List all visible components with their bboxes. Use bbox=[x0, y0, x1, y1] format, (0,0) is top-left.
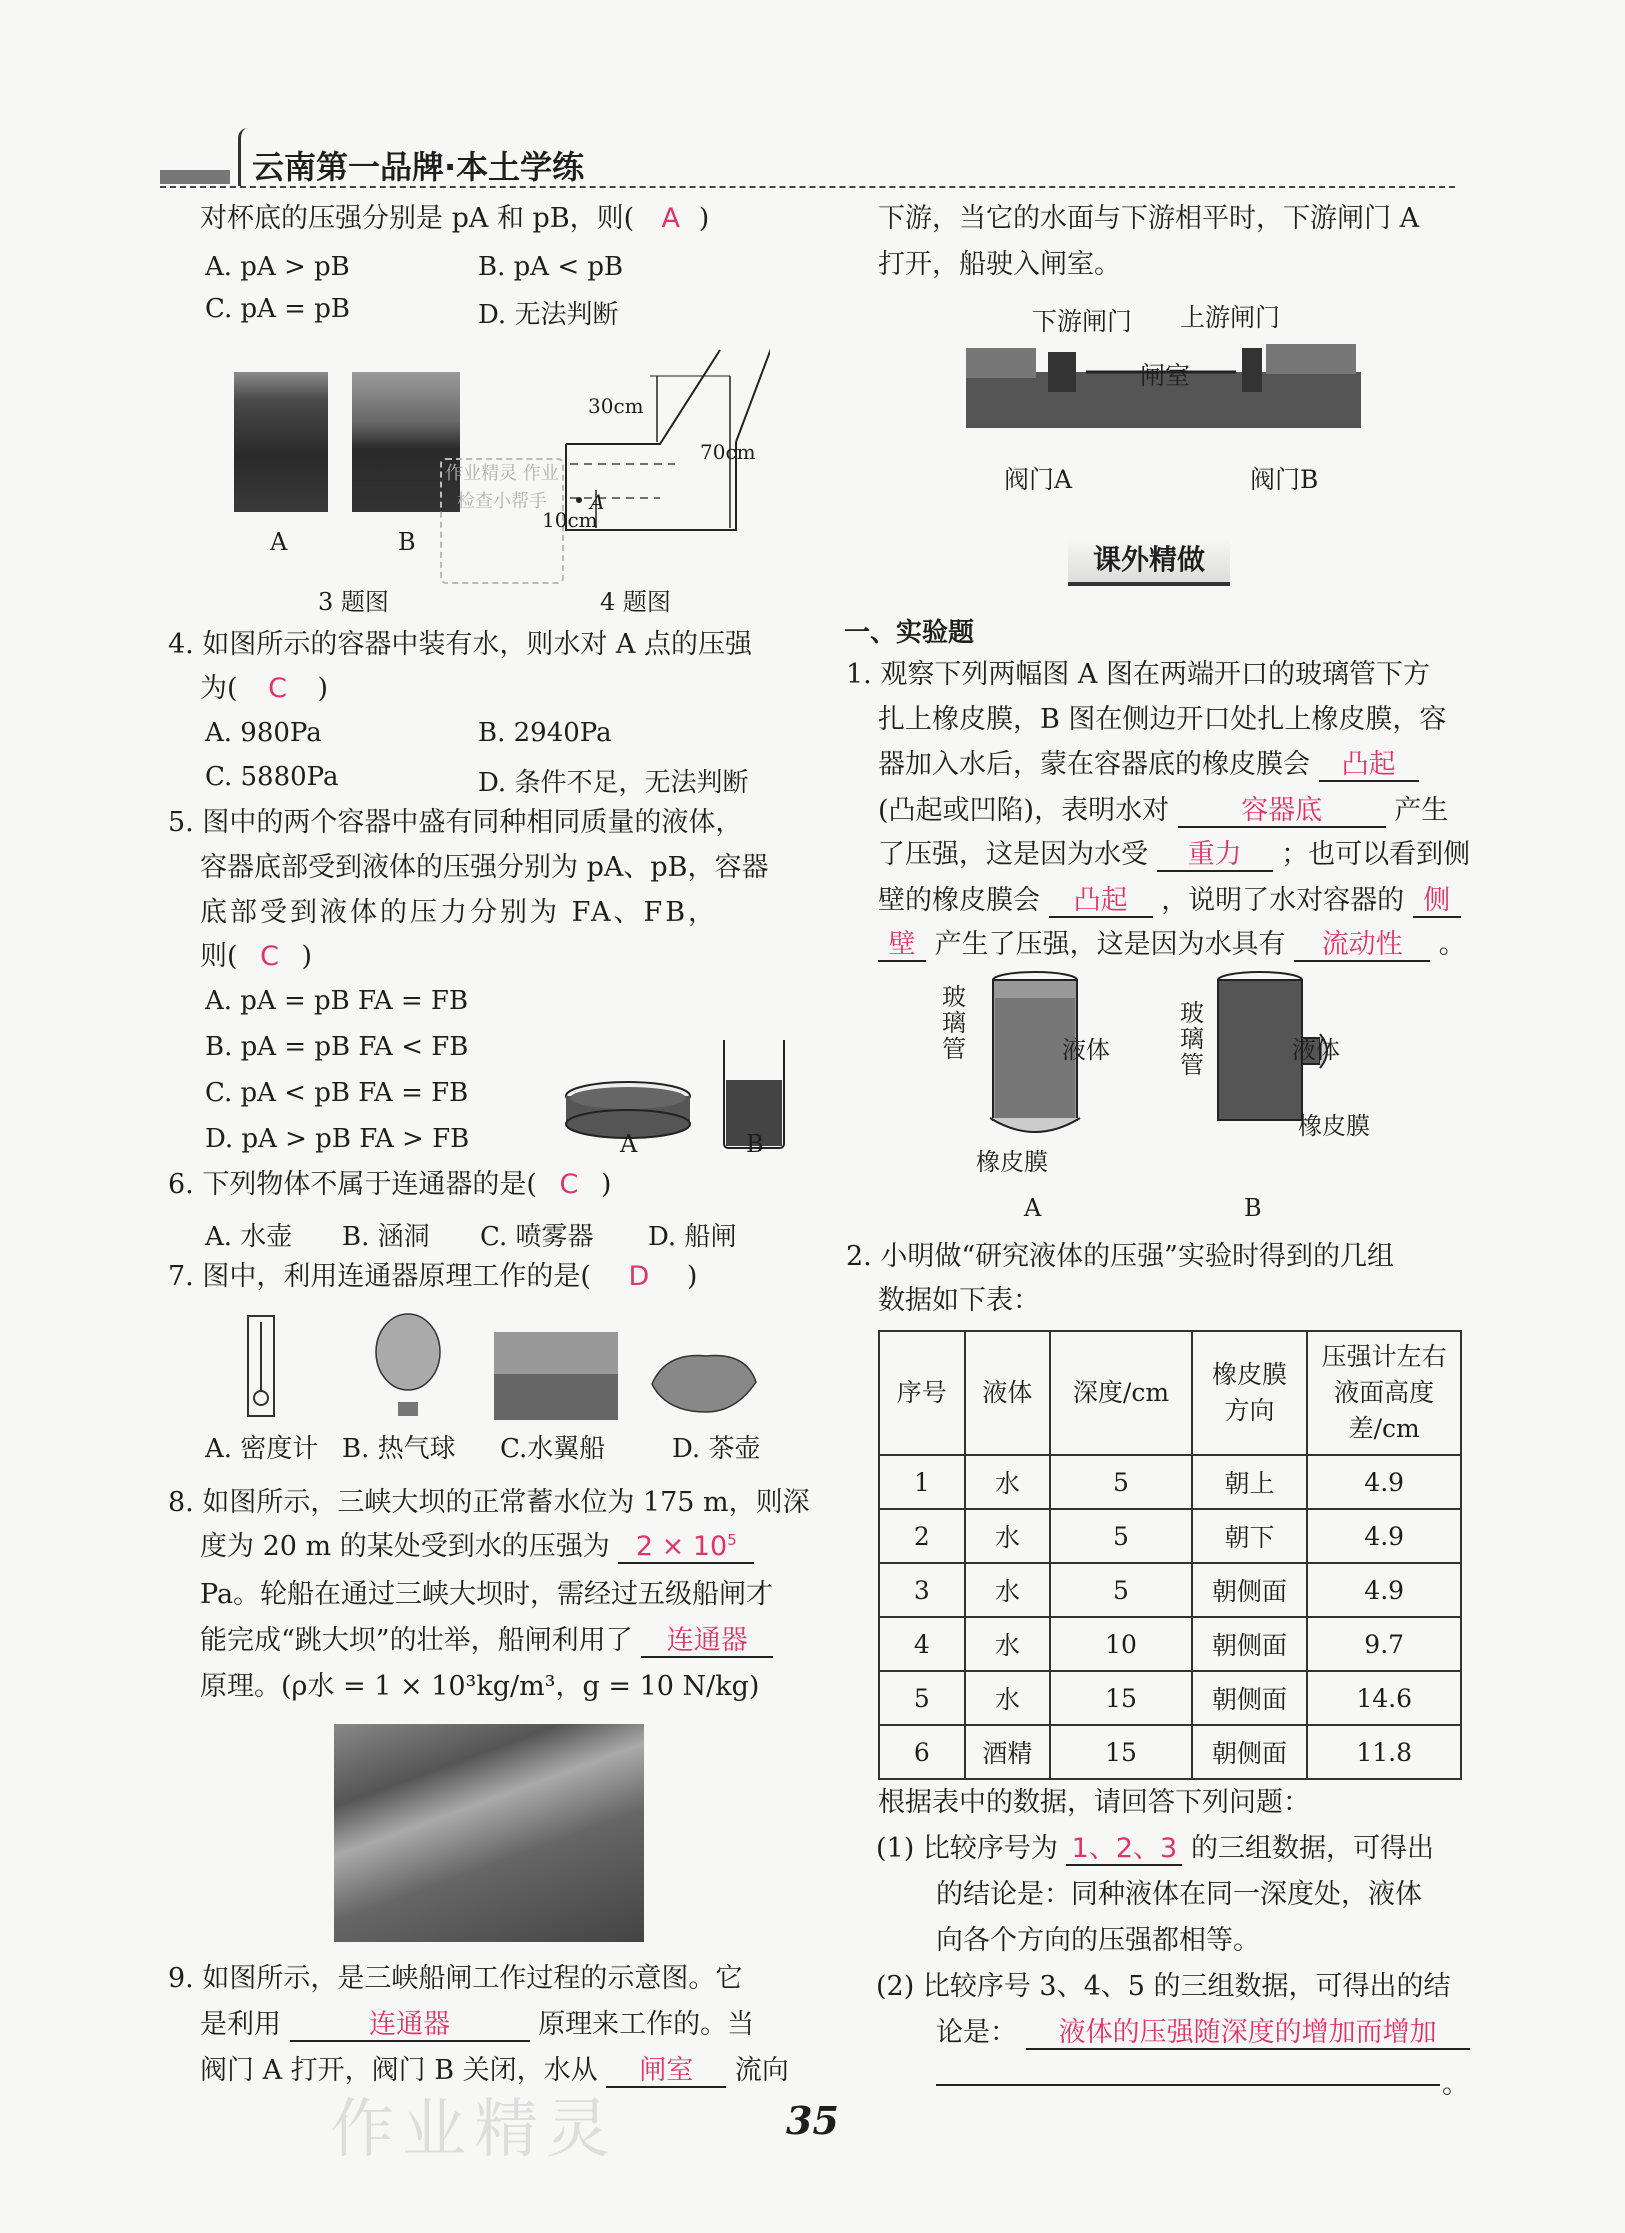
q3-label-b: B bbox=[398, 528, 416, 556]
section-banner: 课外精做 bbox=[1068, 538, 1230, 586]
e1-line4: (凸起或凹陷)，表明水对 容器底 产生 bbox=[878, 788, 1448, 834]
header-divider bbox=[160, 186, 1455, 188]
table-header-cell: 序号 bbox=[879, 1331, 965, 1455]
e1-fig-a-liquid: 液体 bbox=[1062, 1036, 1110, 1064]
e2-data-table bbox=[878, 1330, 1462, 1780]
e2-p1-line2: 的结论是：同种液体在同一深度处，液体 bbox=[936, 1879, 1422, 1910]
q8-line4: 能完成“跳大坝”的壮举，船闸利用了 连通器 bbox=[200, 1618, 773, 1664]
q5-line1: 5. 图中的两个容器中盛有同种相同质量的液体， bbox=[168, 807, 743, 838]
header-bar bbox=[160, 170, 230, 184]
section-title: 一、实验题 bbox=[844, 618, 975, 648]
q6-option-b: B. 涵洞 bbox=[342, 1222, 430, 1252]
e1-answer-gravity: 重力 bbox=[1157, 839, 1273, 872]
e1-fig-b-liquid: 液体 bbox=[1292, 1036, 1340, 1064]
q6-option-c: C. 喷雾器 bbox=[480, 1222, 594, 1252]
table-cell: 9.7 bbox=[1307, 1617, 1461, 1671]
e1-fig-a-glass-tube: 玻璃管 bbox=[942, 983, 966, 1063]
table-header-cell: 压强计左右液面高度差/cm bbox=[1307, 1331, 1461, 1455]
table-cell: 10 bbox=[1050, 1617, 1192, 1671]
q9-line1: 9. 如图所示，是三峡船闸工作过程的示意图。它 bbox=[168, 1963, 743, 1994]
table-cell: 朝上 bbox=[1192, 1455, 1308, 1509]
table-cell: 酒精 bbox=[965, 1725, 1051, 1779]
table-header-cell: 液体 bbox=[965, 1331, 1051, 1455]
table-cell: 朝侧面 bbox=[1192, 1671, 1308, 1725]
e2-p2-line2: 论是： 液体的压强随深度的增加而增加 bbox=[936, 2010, 1470, 2056]
table-row bbox=[879, 1455, 1461, 1509]
q5-answer: C bbox=[260, 941, 279, 972]
q6-answer: C bbox=[559, 1169, 579, 1200]
fig4-label-30cm: 30cm bbox=[588, 394, 644, 418]
q9-cont-line1: 下游，当它的水面与下游相平时，下游闸门 A bbox=[878, 203, 1420, 234]
q5-option-d: D. pA > pB FA > FB bbox=[205, 1124, 470, 1154]
e1-line1: 1. 观察下列两幅图 A 图在两端开口的玻璃管下方 bbox=[846, 659, 1431, 690]
table-row bbox=[879, 1671, 1461, 1725]
q4-option-d: D. 条件不足，无法判断 bbox=[478, 768, 749, 798]
q4-option-c: C. 5880Pa bbox=[205, 762, 339, 792]
q8-dam-photo bbox=[334, 1724, 644, 1942]
e1-answer-side-2: 壁 bbox=[878, 929, 926, 962]
q3-option-a: A. pA > pB bbox=[205, 252, 350, 282]
q4-line1: 4. 如图所示的容器中装有水，则水对 A 点的压强 bbox=[168, 629, 753, 660]
table-cell: 4.9 bbox=[1307, 1563, 1461, 1617]
table-cell: 14.6 bbox=[1307, 1671, 1461, 1725]
lock-label-valve-a: 阀门A bbox=[1004, 465, 1073, 494]
q9-line3: 阀门 A 打开，阀门 B 关闭，水从 闸室 流向 bbox=[200, 2048, 789, 2094]
table-header-cell: 深度/cm bbox=[1050, 1331, 1192, 1455]
q6-option-d: D. 船闸 bbox=[648, 1222, 737, 1252]
q8-line5: 原理。(ρ水 = 1 × 10³kg/m³，g = 10 N/kg) bbox=[200, 1671, 760, 1702]
table-cell: 水 bbox=[965, 1671, 1051, 1725]
e1-answer-bulge: 凸起 bbox=[1319, 749, 1419, 782]
table-cell: 15 bbox=[1050, 1725, 1192, 1779]
e2-line2: 数据如下表： bbox=[878, 1285, 1040, 1316]
q8-answer-principle: 连通器 bbox=[641, 1625, 773, 1658]
table-header-cell: 橡皮膜方向 bbox=[1192, 1331, 1308, 1455]
table-cell: 5 bbox=[1050, 1455, 1192, 1509]
e2-after: 根据表中的数据，请回答下列问题： bbox=[878, 1787, 1310, 1818]
q3-photo-a bbox=[234, 372, 328, 512]
q5-option-a: A. pA = pB FA = FB bbox=[205, 986, 469, 1016]
table-cell: 6 bbox=[879, 1725, 965, 1779]
e1-answer-bottom: 容器底 bbox=[1178, 795, 1386, 828]
q9-answer-flow: 闸室 bbox=[606, 2055, 726, 2088]
table-cell: 4.9 bbox=[1307, 1509, 1461, 1563]
table-cell: 朝下 bbox=[1192, 1509, 1308, 1563]
q6-stem: 6. 下列物体不属于连通器的是( C ) bbox=[168, 1162, 611, 1208]
q7-figures bbox=[236, 1312, 796, 1422]
table-cell: 朝侧面 bbox=[1192, 1617, 1308, 1671]
table-cell: 15 bbox=[1050, 1671, 1192, 1725]
header-bracket bbox=[238, 128, 249, 186]
q5-figure bbox=[560, 1040, 800, 1150]
q8-line1: 8. 如图所示，三峡大坝的正常蓄水位为 175 m，则深 bbox=[168, 1487, 810, 1518]
table-cell: 5 bbox=[1050, 1509, 1192, 1563]
lock-label-chamber: 闸室 bbox=[1140, 361, 1191, 390]
fig4-caption: 4 题图 bbox=[600, 588, 671, 616]
e1-line5: 了压强，这是因为水受 重力 ；也可以看到侧 bbox=[878, 832, 1470, 878]
e1-fig-b-label: B bbox=[1244, 1194, 1262, 1222]
table-cell: 1 bbox=[879, 1455, 965, 1509]
q6-option-a: A. 水壶 bbox=[205, 1222, 293, 1252]
table-row bbox=[879, 1617, 1461, 1671]
table-cell: 5 bbox=[1050, 1563, 1192, 1617]
table-cell: 2 bbox=[879, 1509, 965, 1563]
table-cell: 水 bbox=[965, 1563, 1051, 1617]
q7-option-b: B. 热气球 bbox=[342, 1434, 456, 1464]
q8-line2: 度为 20 m 的某处受到水的压强为 $2 \times 10^5$ bbox=[200, 1524, 754, 1570]
e1-fig-a-membrane: 橡皮膜 bbox=[976, 1148, 1048, 1176]
q3-option-b: B. pA < pB bbox=[478, 252, 624, 282]
q3-option-d: D. 无法判断 bbox=[478, 300, 619, 330]
q5-line3: 底部受到液体的压力分别为 FA、FB， bbox=[200, 897, 719, 928]
table-cell: 水 bbox=[965, 1617, 1051, 1671]
fig4-label-point-a: A bbox=[590, 490, 605, 514]
lock-label-downstream-gate: 下游闸门 bbox=[1032, 307, 1133, 336]
table-cell: 4.9 bbox=[1307, 1455, 1461, 1509]
page-number: 35 bbox=[786, 2098, 839, 2143]
q3-stem: 对杯底的压强分别是 pA 和 pB，则( A ) bbox=[200, 196, 709, 242]
q3-label-a: A bbox=[270, 528, 288, 556]
q9-line2: 是利用 连通器 原理来工作的。当 bbox=[200, 2002, 754, 2048]
q5-label-b: B bbox=[746, 1130, 764, 1158]
e2-p1-line1: (1) 比较序号为 1、2、3 的三组数据，可得出 bbox=[876, 1826, 1434, 1872]
table-cell: 11.8 bbox=[1307, 1725, 1461, 1779]
q9-answer-principle: 连通器 bbox=[290, 2009, 530, 2042]
q7-option-d: D. 茶壶 bbox=[672, 1434, 761, 1464]
watermark: 作业精灵 bbox=[330, 2093, 618, 2167]
q3-option-c: C. pA = pB bbox=[205, 294, 350, 324]
e1-answer-side-1: 侧 bbox=[1413, 885, 1461, 918]
e1-fig-b-membrane: 橡皮膜 bbox=[1298, 1112, 1370, 1140]
q3-caption: 3 题图 bbox=[318, 588, 389, 616]
table-cell: 4 bbox=[879, 1617, 965, 1671]
q7-stem: 7. 图中，利用连通器原理工作的是( D ) bbox=[168, 1254, 697, 1300]
q5-option-c: C. pA < pB FA = FB bbox=[205, 1078, 469, 1108]
q4-answer: C bbox=[268, 673, 287, 704]
table-row bbox=[879, 1725, 1461, 1779]
q7-option-a: A. 密度计 bbox=[205, 1434, 319, 1464]
q7-option-c: C.水翼船 bbox=[500, 1434, 606, 1464]
table-cell: 水 bbox=[965, 1509, 1051, 1563]
q4-line2: 为( C ) bbox=[200, 666, 328, 712]
e1-answer-bulge2: 凸起 bbox=[1049, 885, 1153, 918]
e2-line1: 2. 小明做“研究液体的压强”实验时得到的几组 bbox=[846, 1241, 1394, 1272]
q8-line3: Pa。轮船在通过三峡大坝时，需经过五级船闸才 bbox=[200, 1579, 774, 1610]
q8-answer-pressure: $2 \times 10^5$ bbox=[618, 1531, 754, 1564]
fig4-label-70cm: 70cm bbox=[700, 440, 756, 464]
e1-line7: 壁 产生了压强，这是因为水具有 流动性 。 bbox=[878, 922, 1466, 968]
e2-answer-sequence: 1、2、3 bbox=[1066, 1833, 1182, 1866]
q5-line2: 容器底部受到液体的压强分别为 pA、pB，容器 bbox=[200, 852, 769, 883]
e2-p1-line3: 向各个方向的压强都相等。 bbox=[936, 1925, 1260, 1956]
e1-line6: 壁的橡皮膜会 凸起 ，说明了水对容器的 侧 bbox=[878, 878, 1461, 924]
table-header-row bbox=[879, 1331, 1461, 1455]
q4-option-a: A. 980Pa bbox=[205, 718, 322, 748]
q7-answer: D bbox=[628, 1261, 650, 1292]
q3-answer: A bbox=[661, 203, 681, 234]
q5-option-b: B. pA = pB FA < FB bbox=[205, 1032, 469, 1062]
q5-line4: 则( C ) bbox=[200, 934, 312, 980]
table-cell: 朝侧面 bbox=[1192, 1725, 1308, 1779]
q4-option-b: B. 2940Pa bbox=[478, 718, 612, 748]
e1-fig-a-label: A bbox=[1024, 1194, 1042, 1222]
fig4-label-10cm: 10cm bbox=[542, 508, 598, 532]
q5-label-a: A bbox=[620, 1130, 638, 1158]
table-cell: 水 bbox=[965, 1455, 1051, 1509]
table-cell: 5 bbox=[879, 1671, 965, 1725]
stamp: 作业精灵 作业检查小帮手 bbox=[440, 458, 564, 584]
lock-label-upstream-gate: 上游闸门 bbox=[1180, 303, 1281, 332]
q9-cont-line2: 打开，船驶入闸室。 bbox=[878, 249, 1121, 280]
table-row bbox=[879, 1509, 1461, 1563]
e2-end-mark: 。 bbox=[1442, 2069, 1469, 2100]
table-cell: 朝侧面 bbox=[1192, 1563, 1308, 1617]
lock-label-valve-b: 阀门B bbox=[1250, 465, 1319, 494]
e1-fig-b-glass-tube: 玻璃管 bbox=[1180, 999, 1204, 1079]
header-title: 云南第一品牌·本土学练 bbox=[252, 148, 585, 186]
e2-answer-conclusion: 液体的压强随深度的增加而增加 bbox=[1026, 2017, 1470, 2050]
e1-line2: 扎上橡皮膜，B 图在侧边开口处扎上橡皮膜，容 bbox=[878, 704, 1447, 735]
e1-answer-fluidity: 流动性 bbox=[1294, 929, 1430, 962]
e2-p2-line1: (2) 比较序号 3、4、5 的三组数据，可得出的结 bbox=[876, 1971, 1451, 2002]
e1-line3: 器加入水后，蒙在容器底的橡皮膜会 凸起 bbox=[878, 742, 1419, 788]
e2-answer-line bbox=[936, 2084, 1440, 2086]
table-row bbox=[879, 1563, 1461, 1617]
table-cell: 3 bbox=[879, 1563, 965, 1617]
